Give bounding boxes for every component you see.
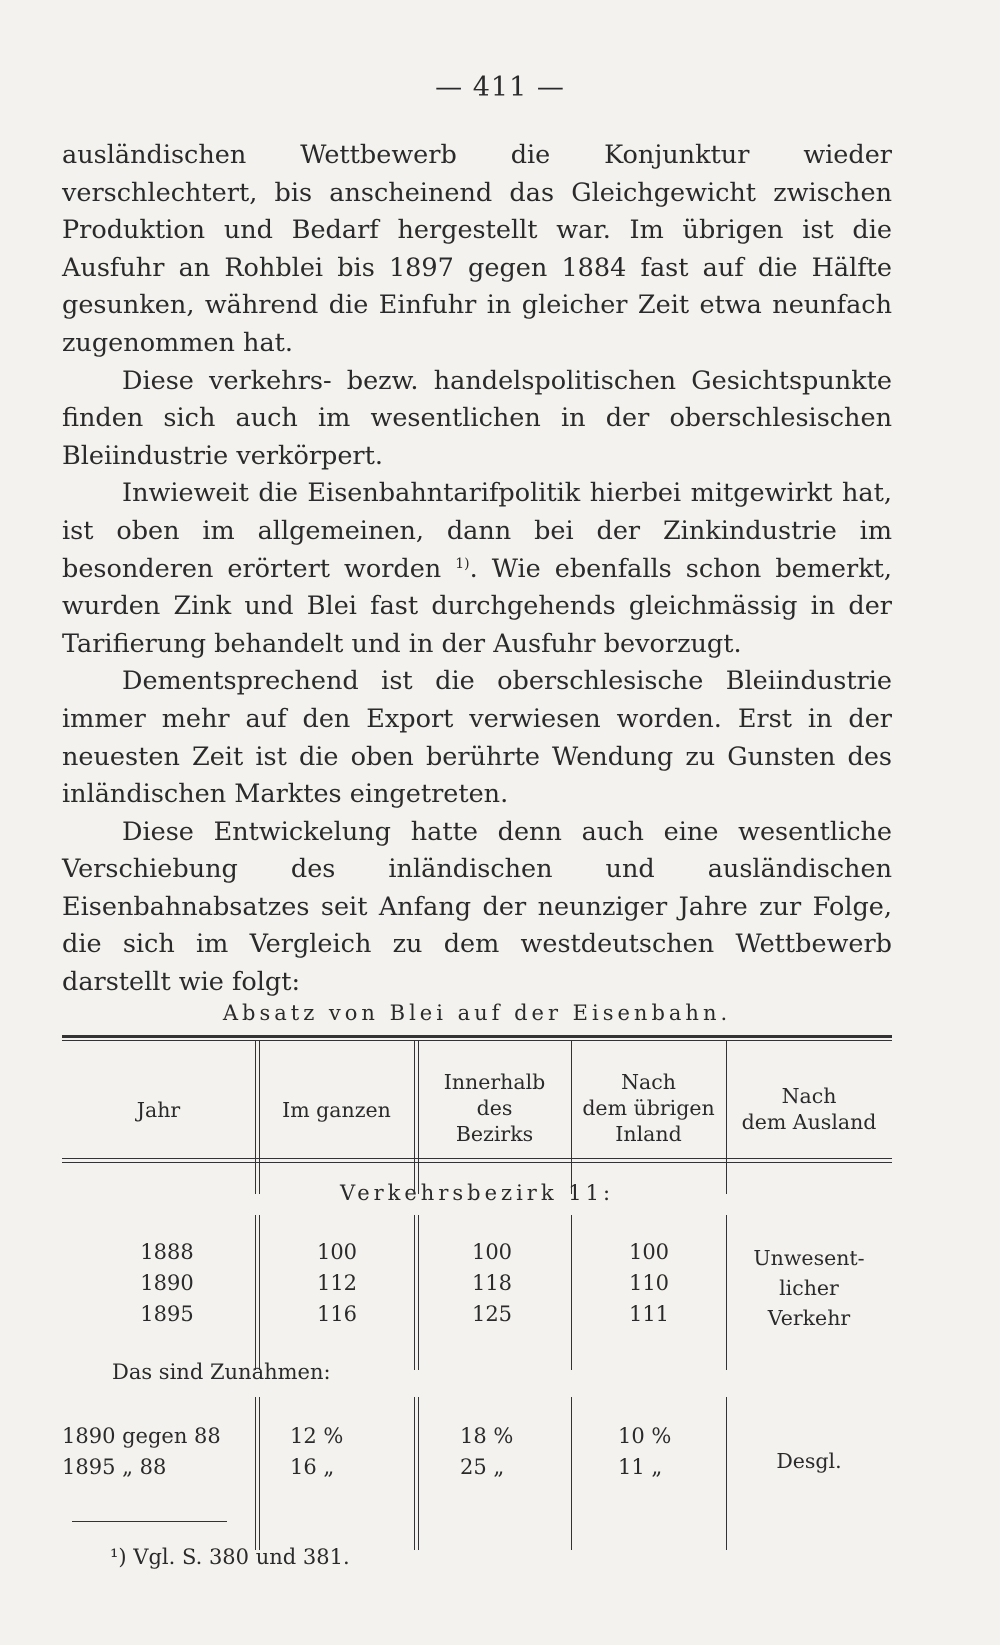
paragraph-1: ausländischen Wettbewerb die Konjunktur wieder verschlechtert, bis anscheinend das Gleichgewicht zwischen Produktion und Bedarf hergestellt war. Im übrigen ist die Ausfuhr an Rohblei bis 1897 gegen 1884 fast auf die Hälfte gesunken, während die Einfuhr in gleicher Zeit etwa neunfach zugenommen hat. bbox=[62, 140, 892, 358]
column-zunahmen-im-ganzen bbox=[290, 1421, 380, 1483]
value-cell: 10 % bbox=[618, 1424, 672, 1448]
table-title: Absatz von Blei auf der Eisenbahn. bbox=[222, 1001, 732, 1025]
value-cell: 111 bbox=[628, 1302, 670, 1326]
column-zunahmen-years bbox=[62, 1421, 242, 1483]
column-im-ganzen bbox=[292, 1237, 382, 1330]
zunahmen-label: Das sind Zunahmen: bbox=[112, 1360, 331, 1384]
header-ausland: Nach dem Ausland bbox=[741, 1084, 877, 1134]
year-cell: 1890 bbox=[140, 1271, 194, 1295]
value-cell: 100 bbox=[316, 1240, 358, 1264]
table-rule-top bbox=[62, 1035, 892, 1038]
year-cell: 1895 „ 88 bbox=[62, 1455, 167, 1479]
section-title: Verkehrsbezirk 11: bbox=[339, 1181, 615, 1205]
column-years bbox=[122, 1237, 212, 1330]
value-cell: 110 bbox=[628, 1271, 670, 1295]
value-cell: 116 bbox=[316, 1302, 358, 1326]
value-cell: 118 bbox=[471, 1271, 513, 1295]
value-cell: 100 bbox=[471, 1240, 513, 1264]
header-im-ganzen: Im ganzen bbox=[282, 1098, 391, 1122]
column-inland bbox=[604, 1237, 694, 1330]
ausland-note: Unwesent- licher Verkehr bbox=[753, 1246, 865, 1330]
year-cell: 1895 bbox=[140, 1302, 194, 1326]
column-zunahmen-innerhalb bbox=[460, 1421, 550, 1483]
column-zunahmen-inland bbox=[618, 1421, 708, 1483]
paragraph-5: Diese Entwickelung hatte denn auch eine wesentliche Verschiebung des inländischen und ausländischen Eisenbahnabsatzes seit Anfang der neunziger Jahre zur Folge, die sich im Vergleich zu dem westdeutschen Wettbewerb darstellt wie folgt: bbox=[62, 816, 892, 998]
paragraph-3-rest: . Wie ebenfalls schon bemerkt, wurden Zink und Blei fast durchgehends gleichmässig in der Tarifierung behandelt und in der Ausfuhr bevorzugt. bbox=[62, 553, 892, 659]
year-cell: 1888 bbox=[140, 1240, 194, 1264]
value-cell: 16 „ bbox=[290, 1455, 335, 1479]
value-cell: 12 % bbox=[290, 1424, 344, 1448]
paragraph-3 bbox=[62, 475, 892, 663]
header-jahr: Jahr bbox=[136, 1098, 181, 1122]
value-cell: 125 bbox=[471, 1302, 513, 1326]
value-cell: 100 bbox=[628, 1240, 670, 1264]
page-number: — 411 — bbox=[435, 72, 565, 103]
year-cell: 1890 gegen 88 bbox=[62, 1424, 221, 1448]
value-cell: 112 bbox=[316, 1271, 358, 1295]
value-cell: 25 „ bbox=[460, 1455, 505, 1479]
table-rule-top-thin bbox=[62, 1040, 892, 1041]
footnote-rule bbox=[72, 1521, 227, 1522]
paragraph-4: Dementsprechend ist die oberschlesische Bleiindustrie immer mehr auf den Export verwiesen worden. Erst in der neuesten Zeit ist die oben berührte Wendung zu Gunsten des inländischen Marktes eingetreten. bbox=[62, 666, 892, 810]
table-rule-header bbox=[62, 1158, 892, 1159]
header-innerhalb: Innerhalb des Bezirks bbox=[443, 1070, 546, 1146]
lead-table bbox=[62, 1035, 892, 1515]
paragraph-2: Diese verkehrs- bezw. handelspolitischen Gesichtspunkte finden sich auch im wesentlichen in der oberschlesischen Bleiindustrie verkörpert. bbox=[62, 365, 892, 471]
value-cell: 11 „ bbox=[618, 1455, 663, 1479]
zunahmen-ausland: Desgl. bbox=[776, 1449, 842, 1473]
value-cell: 18 % bbox=[460, 1424, 514, 1448]
footnote-ref[interactable]: 1) bbox=[455, 555, 470, 572]
body-text bbox=[62, 137, 892, 1002]
footnote: ¹) Vgl. S. 380 und 381. bbox=[110, 1545, 350, 1569]
paragraph-3-text: Inwieweit die Eisenbahntarifpolitik hierbei mitgewirkt hat, ist oben im allgemeinen, dann bei der Zinkindustrie im besonderen erörtert worden bbox=[62, 478, 892, 584]
column-innerhalb bbox=[447, 1237, 537, 1330]
header-inland: Nach dem übrigen Inland bbox=[582, 1070, 715, 1146]
